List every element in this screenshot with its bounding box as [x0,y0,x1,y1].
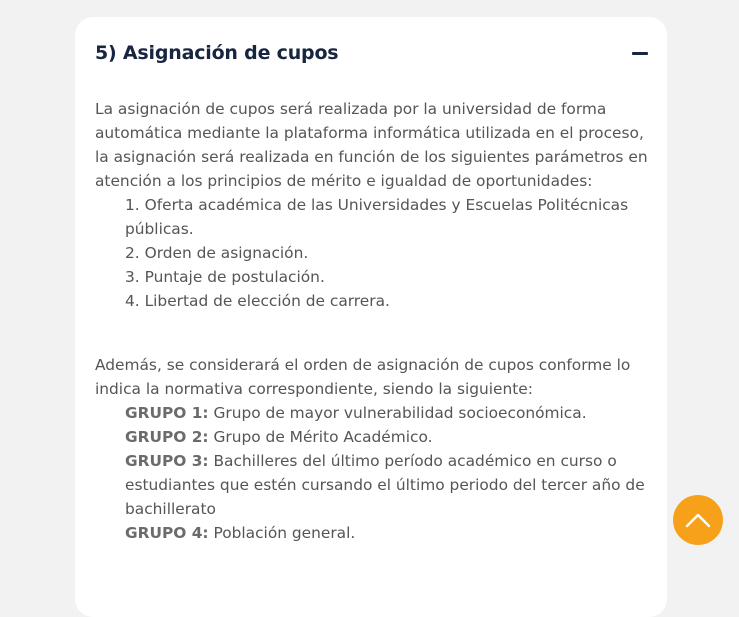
group-label: GRUPO 2: [125,428,209,446]
group-text: Grupo de mayor vulnerabilidad socioeconómica. [208,404,587,422]
group-text: Grupo de Mérito Académico. [208,428,433,446]
intro-paragraph: La asignación de cupos será realizada por la universidad de forma automática mediante la plataforma informática utilizada en el proceso, la asignación será realizada en función de los siguientes parámetros en atención a los principios de mérito e igualdad de oportunidades: [95,100,648,190]
group-label: GRUPO 1: [125,404,209,422]
list-item: 3. Puntaje de postulación. [125,268,325,286]
group-text: Población general. [208,524,356,542]
groups-list [95,401,651,545]
group-label: GRUPO 4: [125,524,209,542]
list-item: 4. Libertad de elección de carrera. [125,292,390,310]
group-item [125,521,651,545]
accordion-card [75,17,667,617]
minus-icon[interactable] [631,44,649,62]
spacer [95,313,651,353]
group-label: GRUPO 3: [125,452,209,470]
accordion-header[interactable] [95,37,649,69]
section-title: 5) Asignación de cupos [95,42,339,64]
parameters-list [95,193,651,313]
chevron-up-icon [685,512,711,528]
group-item [125,401,651,425]
group-item [125,449,651,521]
group-text: Bachilleres del último período académico en curso o estudiantes que estén cursando el último periodo del tercer año de bachillerato [125,452,645,518]
order-paragraph: Además, se considerará el orden de asignación de cupos conforme lo indica la normativa correspondiente, siendo la siguiente: [95,356,631,398]
group-item [125,425,651,449]
list-item: 1. Oferta académica de las Universidades y Escuelas Politécnicas públicas. [125,196,629,238]
scroll-to-top-button[interactable] [673,495,723,545]
accordion-content [95,97,651,545]
list-item: 2. Orden de asignación. [125,244,309,262]
